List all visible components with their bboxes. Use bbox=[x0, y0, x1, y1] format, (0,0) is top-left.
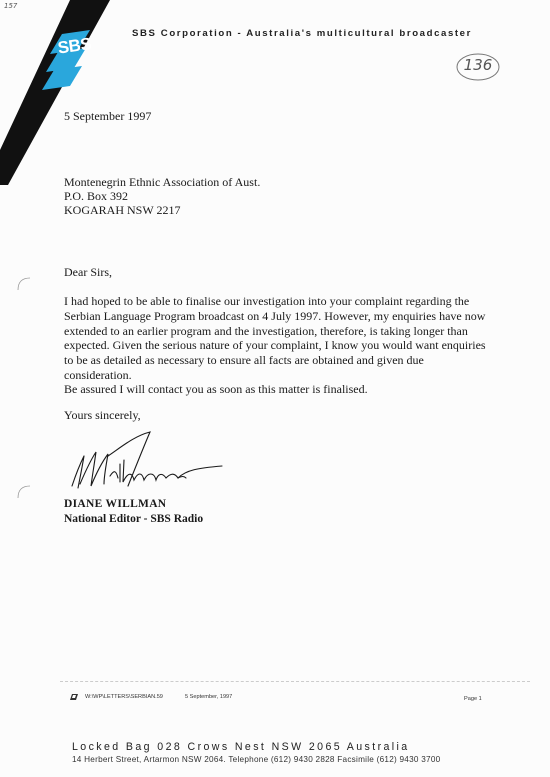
salutation: Dear Sirs, bbox=[64, 265, 112, 279]
header-tagline: SBS Corporation - Australia's multicultural broadcaster bbox=[132, 28, 472, 39]
footer-page-label: Page 1 bbox=[464, 696, 482, 702]
sbs-logo bbox=[0, 0, 120, 190]
closing: Yours sincerely, bbox=[64, 408, 141, 422]
recipient-line-3: KOGARAH NSW 2217 bbox=[64, 203, 181, 217]
footer-street-contact: 14 Herbert Street, Artarmon NSW 2064. Telephone (612) 9430 2828 Facsimile (612) 9430 3700 bbox=[72, 755, 441, 764]
sbs-logo-text: SBS bbox=[56, 34, 93, 58]
punch-hole-mark bbox=[16, 484, 32, 500]
document-file-icon bbox=[69, 693, 79, 701]
letter-body bbox=[64, 294, 489, 383]
recipient-line-2: P.O. Box 392 bbox=[64, 189, 129, 203]
footer-divider bbox=[60, 681, 530, 682]
footer-file-date: 5 September, 1997 bbox=[185, 694, 233, 700]
footer-file-path: W:\WP\LETTERS\SERBIAN.59 bbox=[85, 694, 163, 700]
footer-postal-address: Locked Bag 028 Crows Nest NSW 2065 Australia bbox=[72, 741, 410, 753]
punch-hole-mark bbox=[16, 276, 32, 292]
handwritten-page-mark: 157 bbox=[4, 2, 18, 10]
handwritten-signature bbox=[62, 426, 232, 500]
signatory-name: DIANE WILLMAN bbox=[64, 498, 167, 510]
recipient-line-1: Montenegrin Ethnic Association of Aust. bbox=[64, 175, 261, 189]
body-paragraph-2: Be assured I will contact you as soon as this matter is finalised. bbox=[64, 382, 368, 396]
signatory-title: National Editor - SBS Radio bbox=[64, 513, 204, 525]
letter-date: 5 September 1997 bbox=[64, 109, 152, 123]
body-paragraph-1: I had hoped to be able to finalise our investigation into your complaint regarding the Serbian Language Program broadcast on 4 July 1997. However, my enquiries have now extended to an earlier program and the investigation, therefore, is taking longer than expected. Given the serious nature of your complaint, I know you would want enquiries to be as detailed as necessary to ensure all facts are obtained and given due consideration. bbox=[64, 294, 486, 382]
stamp-number: 136 bbox=[463, 56, 493, 74]
